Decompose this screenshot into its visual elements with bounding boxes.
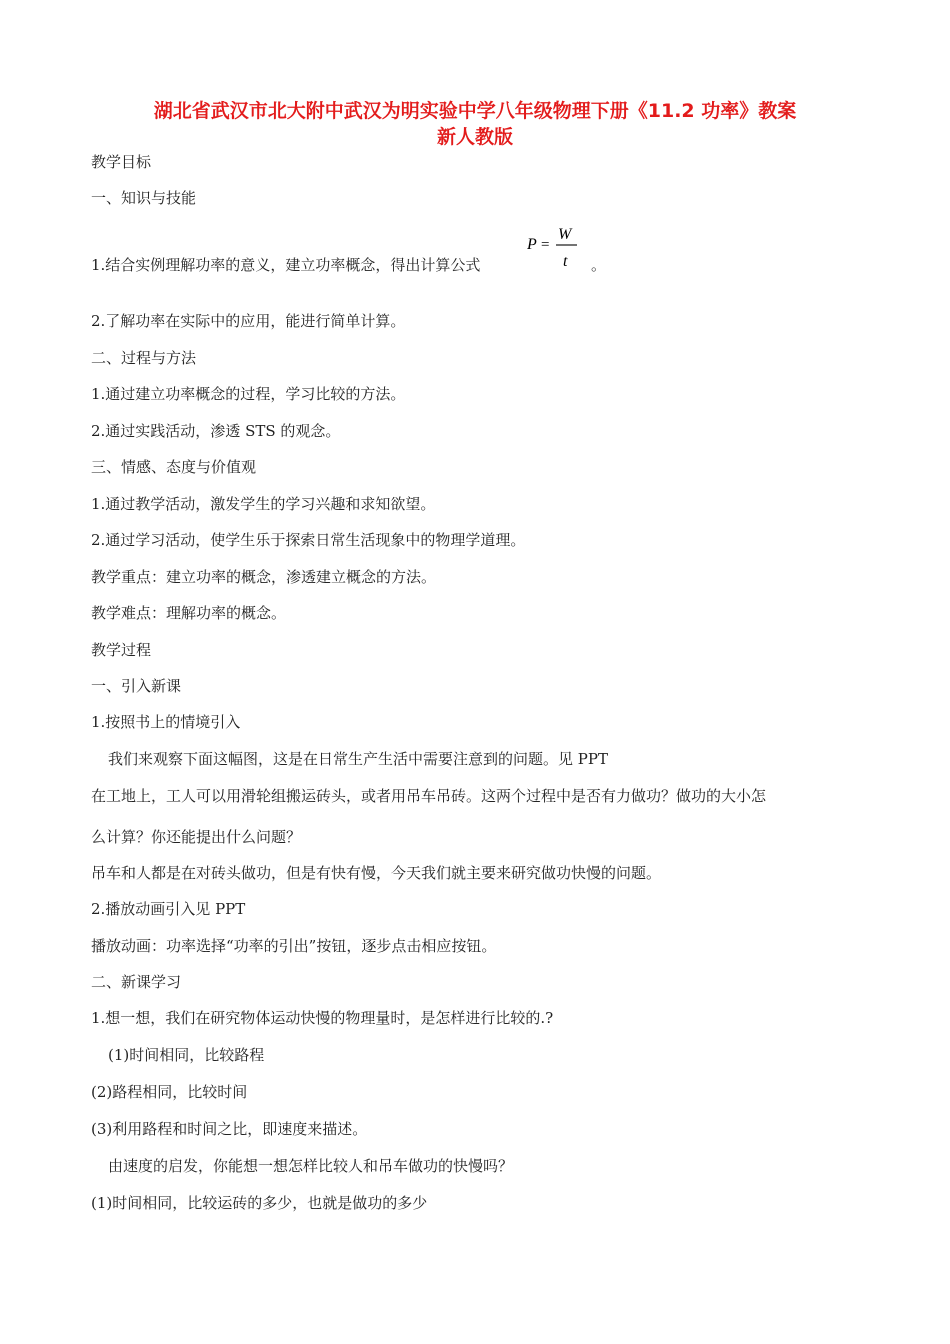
formula-denominator: t	[563, 253, 568, 270]
section-heading: 二、过程与方法	[91, 349, 197, 367]
heading-teaching-process: 教学过程	[91, 641, 152, 659]
paragraph: 我们来观察下面这幅图，这是在日常生产生活中需要注意到的问题。见 PPT	[108, 750, 608, 768]
paragraph: 教学难点：理解功率的概念。	[91, 604, 287, 622]
paragraph: 2.播放动画引入见 PPT	[91, 900, 246, 918]
paragraph: 2.了解功率在实际中的应用，能进行简单计算。	[91, 312, 406, 330]
formula-equals: =	[541, 237, 550, 253]
paragraph: 2.通过实践活动，渗透 STS 的观念。	[91, 422, 341, 440]
paragraph: 1.通过建立功率概念的过程，学习比较的方法。	[91, 385, 406, 403]
power-formula	[527, 222, 587, 274]
heading-teaching-goals: 教学目标	[91, 153, 152, 171]
section-heading: 二、新课学习	[91, 973, 182, 991]
paragraph: 播放动画：功率选择“功率的引出”按钮，逐步点击相应按钮。	[91, 937, 497, 955]
section-heading: 一、引入新课	[91, 677, 182, 695]
paragraph: 在工地上，工人可以用滑轮组搬运砖头，或者用吊车吊砖。这两个过程中是否有力做功？做功的大小怎	[91, 787, 767, 805]
paragraph: 2.通过学习活动，使学生乐于探索日常生活现象中的物理学道理。	[91, 531, 526, 549]
paragraph: 么计算？你还能提出什么问题？	[91, 828, 302, 846]
document-title-line-2: 新人教版	[436, 126, 513, 148]
document-title-line-1: 湖北省武汉市北大附中武汉为明实验中学八年级物理下册《11.2 功率》教案	[153, 100, 797, 122]
paragraph: 由速度的启发，你能想一想怎样比较人和吊车做功的快慢吗？	[108, 1157, 514, 1175]
paragraph: 吊车和人都是在对砖头做功，但是有快有慢，今天我们就主要来研究做功快慢的问题。	[91, 864, 662, 882]
paragraph: 教学重点：建立功率的概念，渗透建立概念的方法。	[91, 568, 437, 586]
period: 。	[591, 256, 607, 274]
formula-lhs: P	[527, 236, 537, 253]
paragraph: 1.通过教学活动，激发学生的学习兴趣和求知欲望。	[91, 495, 436, 513]
paragraph: 1.想一想，我们在研究物体运动快慢的物理量时，是怎样进行比较的.?	[91, 1009, 554, 1027]
list-item: (2)路程相同，比较时间	[91, 1083, 248, 1101]
paragraph: 1.按照书上的情境引入	[91, 713, 241, 731]
list-item: (1)时间相同，比较路程	[108, 1046, 265, 1064]
paragraph: 1.结合实例理解功率的意义，建立功率概念，得出计算公式	[91, 256, 481, 274]
section-heading: 一、知识与技能	[91, 189, 197, 207]
list-item: (3)利用路程和时间之比，即速度来描述。	[91, 1120, 368, 1138]
formula-numerator: W	[558, 226, 572, 243]
list-item: (1)时间相同，比较运砖的多少，也就是做功的多少	[91, 1194, 428, 1212]
section-heading: 三、情感、态度与价值观	[91, 458, 257, 476]
